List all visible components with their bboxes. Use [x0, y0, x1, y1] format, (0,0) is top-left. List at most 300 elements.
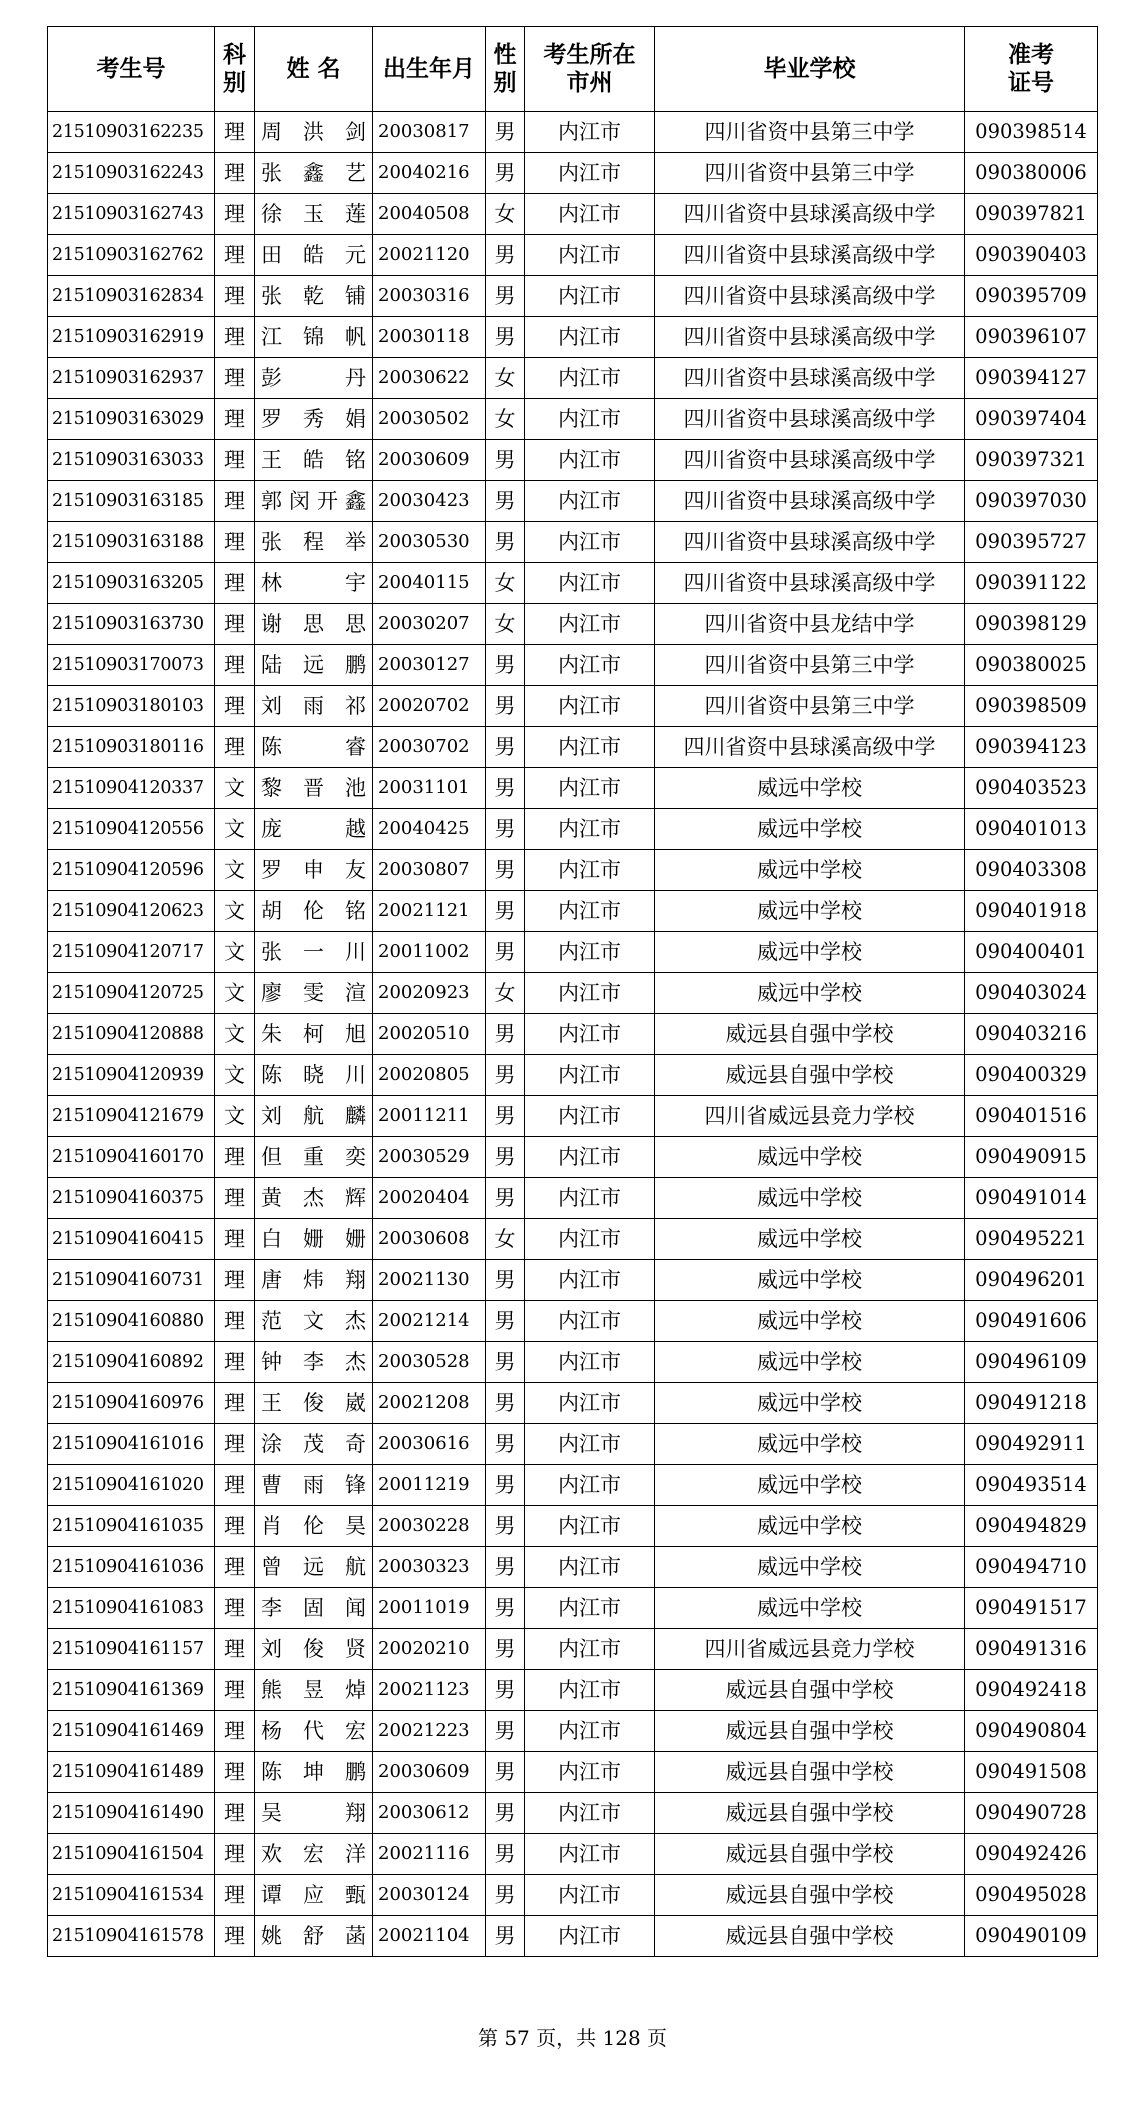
- school-cell: 四川省资中县球溪高级中学: [655, 358, 965, 399]
- city-cell: 内江市: [525, 973, 655, 1014]
- name-cell: [255, 1014, 373, 1055]
- table-row: [48, 1629, 1098, 1670]
- school-cell: 威远中学校: [655, 1383, 965, 1424]
- header-sex: 性别: [486, 27, 525, 112]
- name-cell: [255, 235, 373, 276]
- table-row: [48, 1670, 1098, 1711]
- birth-cell: 20030207: [373, 604, 486, 645]
- name-text: 陈 睿: [261, 735, 366, 759]
- exam-no-cell: 21510904120596: [48, 850, 215, 891]
- ticket-cell: 090380025: [965, 645, 1098, 686]
- name-cell: [255, 1670, 373, 1711]
- name-text: 曹 雨 锋: [261, 1473, 366, 1497]
- city-cell: 内江市: [525, 522, 655, 563]
- sex-cell: 男: [486, 522, 525, 563]
- sex-cell: 男: [486, 276, 525, 317]
- exam-no-cell: 21510904161083: [48, 1588, 215, 1629]
- ticket-cell: 090496109: [965, 1342, 1098, 1383]
- exam-no-cell: 21510904120888: [48, 1014, 215, 1055]
- table-row: [48, 1178, 1098, 1219]
- name-text: 胡 伦 铭: [261, 899, 366, 923]
- table-row: [48, 604, 1098, 645]
- exam-no-cell: 21510903163185: [48, 481, 215, 522]
- name-text: 曾 远 航: [261, 1555, 366, 1579]
- sex-cell: 男: [486, 727, 525, 768]
- birth-cell: 20030608: [373, 1219, 486, 1260]
- ticket-cell: 090490804: [965, 1711, 1098, 1752]
- name-text: 彭 丹: [261, 366, 366, 390]
- birth-cell: 20011219: [373, 1465, 486, 1506]
- name-cell: [255, 973, 373, 1014]
- exam-no-cell: 21510904161016: [48, 1424, 215, 1465]
- birth-cell: 20011019: [373, 1588, 486, 1629]
- table-row: [48, 891, 1098, 932]
- header-school: 毕业学校: [655, 27, 965, 112]
- city-cell: 内江市: [525, 1629, 655, 1670]
- city-cell: 内江市: [525, 1178, 655, 1219]
- table-row: [48, 1465, 1098, 1506]
- exam-no-cell: 21510904161489: [48, 1752, 215, 1793]
- name-cell: [255, 891, 373, 932]
- table-row: [48, 112, 1098, 153]
- sex-cell: 男: [486, 1260, 525, 1301]
- header-birth: 出生年月: [373, 27, 486, 112]
- sex-cell: 男: [486, 891, 525, 932]
- ticket-cell: 090397030: [965, 481, 1098, 522]
- name-text: 朱 柯 旭: [261, 1022, 366, 1046]
- ticket-cell: 090493514: [965, 1465, 1098, 1506]
- name-cell: [255, 1301, 373, 1342]
- birth-cell: 20020805: [373, 1055, 486, 1096]
- city-cell: 内江市: [525, 112, 655, 153]
- header-ticket: 准考证号: [965, 27, 1098, 112]
- ticket-cell: 090396107: [965, 317, 1098, 358]
- table-row: [48, 317, 1098, 358]
- subject-cell: 文: [215, 1055, 255, 1096]
- name-text: 刘 航 麟: [261, 1104, 366, 1128]
- name-cell: [255, 1219, 373, 1260]
- sex-cell: 男: [486, 1383, 525, 1424]
- city-cell: 内江市: [525, 235, 655, 276]
- name-cell: [255, 1793, 373, 1834]
- school-cell: 四川省资中县球溪高级中学: [655, 522, 965, 563]
- name-text: 张 乾 铺: [261, 284, 366, 308]
- subject-cell: 理: [215, 645, 255, 686]
- table-row: [48, 1424, 1098, 1465]
- subject-cell: 理: [215, 235, 255, 276]
- school-cell: 四川省资中县第三中学: [655, 645, 965, 686]
- exam-no-cell: 21510903163033: [48, 440, 215, 481]
- ticket-cell: 090400329: [965, 1055, 1098, 1096]
- subject-cell: 理: [215, 1342, 255, 1383]
- city-cell: 内江市: [525, 1670, 655, 1711]
- subject-cell: 理: [215, 1752, 255, 1793]
- city-cell: 内江市: [525, 399, 655, 440]
- ticket-cell: 090490728: [965, 1793, 1098, 1834]
- city-cell: 内江市: [525, 1219, 655, 1260]
- subject-cell: 理: [215, 1588, 255, 1629]
- ticket-cell: 090397821: [965, 194, 1098, 235]
- subject-cell: 理: [215, 153, 255, 194]
- name-text: 杨 代 宏: [261, 1719, 366, 1743]
- name-text: 唐 炜 翔: [261, 1268, 366, 1292]
- name-cell: [255, 686, 373, 727]
- table-body: [48, 112, 1098, 1957]
- name-text: 周 洪 剑: [261, 120, 366, 144]
- sex-cell: 男: [486, 1875, 525, 1916]
- name-cell: [255, 1875, 373, 1916]
- city-cell: 内江市: [525, 1342, 655, 1383]
- table-row: [48, 973, 1098, 1014]
- name-cell: [255, 1629, 373, 1670]
- ticket-cell: 090494710: [965, 1547, 1098, 1588]
- school-cell: 威远中学校: [655, 1260, 965, 1301]
- school-cell: 威远中学校: [655, 1342, 965, 1383]
- name-cell: [255, 358, 373, 399]
- city-cell: 内江市: [525, 768, 655, 809]
- ticket-cell: 090398514: [965, 112, 1098, 153]
- city-cell: 内江市: [525, 1137, 655, 1178]
- sex-cell: 女: [486, 399, 525, 440]
- name-cell: [255, 522, 373, 563]
- school-cell: 四川省资中县龙结中学: [655, 604, 965, 645]
- birth-cell: 20020510: [373, 1014, 486, 1055]
- name-cell: [255, 1506, 373, 1547]
- subject-cell: 理: [215, 440, 255, 481]
- birth-cell: 20030612: [373, 1793, 486, 1834]
- name-text: 白 姗 姗: [261, 1227, 366, 1251]
- subject-cell: 文: [215, 1096, 255, 1137]
- sex-cell: 男: [486, 1588, 525, 1629]
- name-cell: [255, 1547, 373, 1588]
- subject-cell: 文: [215, 891, 255, 932]
- table-row: [48, 809, 1098, 850]
- ticket-cell: 090491606: [965, 1301, 1098, 1342]
- city-cell: 内江市: [525, 850, 655, 891]
- birth-cell: 20040508: [373, 194, 486, 235]
- school-cell: 四川省资中县球溪高级中学: [655, 399, 965, 440]
- birth-cell: 20021121: [373, 891, 486, 932]
- subject-cell: 理: [215, 563, 255, 604]
- table-row: [48, 1301, 1098, 1342]
- table-row: [48, 194, 1098, 235]
- city-cell: 内江市: [525, 1752, 655, 1793]
- table-row: [48, 1711, 1098, 1752]
- school-cell: 四川省资中县球溪高级中学: [655, 276, 965, 317]
- school-cell: 威远中学校: [655, 1178, 965, 1219]
- name-text: 谭 应 甄: [261, 1883, 366, 1907]
- name-cell: [255, 809, 373, 850]
- school-cell: 威远县自强中学校: [655, 1711, 965, 1752]
- school-cell: 威远中学校: [655, 1547, 965, 1588]
- birth-cell: 20020702: [373, 686, 486, 727]
- school-cell: 威远中学校: [655, 1588, 965, 1629]
- subject-cell: 理: [215, 1629, 255, 1670]
- birth-cell: 20030609: [373, 1752, 486, 1793]
- city-cell: 内江市: [525, 1588, 655, 1629]
- subject-cell: 理: [215, 317, 255, 358]
- ticket-cell: 090401918: [965, 891, 1098, 932]
- ticket-cell: 090401516: [965, 1096, 1098, 1137]
- name-cell: [255, 1055, 373, 1096]
- birth-cell: 20030423: [373, 481, 486, 522]
- name-cell: [255, 1711, 373, 1752]
- city-cell: 内江市: [525, 1301, 655, 1342]
- sex-cell: 男: [486, 1834, 525, 1875]
- subject-cell: 理: [215, 481, 255, 522]
- sex-cell: 男: [486, 1465, 525, 1506]
- ticket-cell: 090398509: [965, 686, 1098, 727]
- subject-cell: 理: [215, 112, 255, 153]
- table-row: [48, 1793, 1098, 1834]
- name-text: 欢 宏 洋: [261, 1842, 366, 1866]
- school-cell: 威远中学校: [655, 932, 965, 973]
- ticket-cell: 090403523: [965, 768, 1098, 809]
- birth-cell: 20021208: [373, 1383, 486, 1424]
- city-cell: 内江市: [525, 727, 655, 768]
- city-cell: 内江市: [525, 153, 655, 194]
- birth-cell: 20030502: [373, 399, 486, 440]
- city-cell: 内江市: [525, 563, 655, 604]
- table-row: [48, 1260, 1098, 1301]
- ticket-cell: 090492911: [965, 1424, 1098, 1465]
- name-cell: [255, 1342, 373, 1383]
- ticket-cell: 090491014: [965, 1178, 1098, 1219]
- school-cell: 四川省资中县球溪高级中学: [655, 194, 965, 235]
- sex-cell: 女: [486, 1219, 525, 1260]
- city-cell: 内江市: [525, 1506, 655, 1547]
- header-subject: 科别: [215, 27, 255, 112]
- sex-cell: 男: [486, 686, 525, 727]
- school-cell: 四川省资中县第三中学: [655, 686, 965, 727]
- subject-cell: 理: [215, 1670, 255, 1711]
- table-header-row: [48, 27, 1098, 112]
- exam-no-cell: 21510903163188: [48, 522, 215, 563]
- table-row: [48, 1875, 1098, 1916]
- name-text: 范 文 杰: [261, 1309, 366, 1333]
- name-text: 肖 伦 昊: [261, 1514, 366, 1538]
- name-text: 张 程 举: [261, 530, 366, 554]
- school-cell: 威远中学校: [655, 891, 965, 932]
- name-cell: [255, 1588, 373, 1629]
- subject-cell: 理: [215, 1834, 255, 1875]
- subject-cell: 理: [215, 1711, 255, 1752]
- exam-no-cell: 21510904160976: [48, 1383, 215, 1424]
- exam-no-cell: 21510903162743: [48, 194, 215, 235]
- exam-no-cell: 21510903162919: [48, 317, 215, 358]
- name-cell: [255, 727, 373, 768]
- subject-cell: 文: [215, 1014, 255, 1055]
- table-row: [48, 563, 1098, 604]
- sex-cell: 男: [486, 153, 525, 194]
- city-cell: 内江市: [525, 1834, 655, 1875]
- exam-no-cell: 21510904161020: [48, 1465, 215, 1506]
- name-cell: [255, 153, 373, 194]
- ticket-cell: 090491218: [965, 1383, 1098, 1424]
- city-cell: 内江市: [525, 645, 655, 686]
- name-cell: [255, 1916, 373, 1957]
- table-row: [48, 399, 1098, 440]
- sex-cell: 男: [486, 1752, 525, 1793]
- table-row: [48, 768, 1098, 809]
- exam-no-cell: 21510903162235: [48, 112, 215, 153]
- birth-cell: 20021214: [373, 1301, 486, 1342]
- school-cell: 威远中学校: [655, 1219, 965, 1260]
- name-text: 张 鑫 艺: [261, 161, 366, 185]
- name-cell: [255, 1178, 373, 1219]
- ticket-cell: 090403216: [965, 1014, 1098, 1055]
- subject-cell: 理: [215, 1219, 255, 1260]
- header-city: 考生所在市州: [525, 27, 655, 112]
- birth-cell: 20030817: [373, 112, 486, 153]
- name-cell: [255, 399, 373, 440]
- subject-cell: 理: [215, 1875, 255, 1916]
- city-cell: 内江市: [525, 1711, 655, 1752]
- subject-cell: 理: [215, 727, 255, 768]
- birth-cell: 20030616: [373, 1424, 486, 1465]
- exam-no-cell: 21510904161469: [48, 1711, 215, 1752]
- table-row: [48, 686, 1098, 727]
- city-cell: 内江市: [525, 1424, 655, 1465]
- name-cell: [255, 481, 373, 522]
- name-text: 姚 舒 菡: [261, 1924, 366, 1948]
- table-row: [48, 1383, 1098, 1424]
- ticket-cell: 090394127: [965, 358, 1098, 399]
- sex-cell: 男: [486, 440, 525, 481]
- birth-cell: 20030528: [373, 1342, 486, 1383]
- exam-no-cell: 21510904161369: [48, 1670, 215, 1711]
- subject-cell: 理: [215, 399, 255, 440]
- exam-no-cell: 21510903162762: [48, 235, 215, 276]
- exam-no-cell: 21510904161036: [48, 1547, 215, 1588]
- table-row: [48, 1588, 1098, 1629]
- birth-cell: 20011211: [373, 1096, 486, 1137]
- name-text: 但 重 奕: [261, 1145, 366, 1169]
- city-cell: 内江市: [525, 604, 655, 645]
- name-text: 涂 茂 奇: [261, 1432, 366, 1456]
- birth-cell: 20020404: [373, 1178, 486, 1219]
- city-cell: 内江市: [525, 276, 655, 317]
- exam-no-cell: 21510904120337: [48, 768, 215, 809]
- school-cell: 威远中学校: [655, 1424, 965, 1465]
- name-text: 林 宇: [261, 571, 366, 595]
- name-cell: [255, 604, 373, 645]
- subject-cell: 文: [215, 809, 255, 850]
- exam-no-cell: 21510903180103: [48, 686, 215, 727]
- table-row: [48, 481, 1098, 522]
- ticket-cell: 090491316: [965, 1629, 1098, 1670]
- sex-cell: 男: [486, 1424, 525, 1465]
- exam-no-cell: 21510903163205: [48, 563, 215, 604]
- name-text: 陈 晓 川: [261, 1063, 366, 1087]
- table-row: [48, 727, 1098, 768]
- ticket-cell: 090394123: [965, 727, 1098, 768]
- city-cell: 内江市: [525, 1547, 655, 1588]
- table-row: [48, 440, 1098, 481]
- sex-cell: 男: [486, 481, 525, 522]
- school-cell: 威远中学校: [655, 1301, 965, 1342]
- birth-cell: 20040216: [373, 153, 486, 194]
- city-cell: 内江市: [525, 481, 655, 522]
- table-row: [48, 1014, 1098, 1055]
- name-text: 钟 李 杰: [261, 1350, 366, 1374]
- exam-no-cell: 21510904120725: [48, 973, 215, 1014]
- exam-no-cell: 21510904160892: [48, 1342, 215, 1383]
- sex-cell: 男: [486, 645, 525, 686]
- name-text: 谢 思 思: [261, 612, 366, 636]
- name-text: 黄 杰 辉: [261, 1186, 366, 1210]
- school-cell: 威远县自强中学校: [655, 1875, 965, 1916]
- city-cell: 内江市: [525, 317, 655, 358]
- exam-no-cell: 21510904121679: [48, 1096, 215, 1137]
- sex-cell: 男: [486, 1342, 525, 1383]
- subject-cell: 文: [215, 932, 255, 973]
- birth-cell: 20030316: [373, 276, 486, 317]
- sex-cell: 男: [486, 1096, 525, 1137]
- school-cell: 威远县自强中学校: [655, 1752, 965, 1793]
- name-text: 罗 秀 娟: [261, 407, 366, 431]
- sex-cell: 男: [486, 317, 525, 358]
- table-row: [48, 645, 1098, 686]
- sex-cell: 男: [486, 768, 525, 809]
- exam-no-cell: 21510904161504: [48, 1834, 215, 1875]
- birth-cell: 20030622: [373, 358, 486, 399]
- name-cell: [255, 1424, 373, 1465]
- table-row: [48, 1506, 1098, 1547]
- ticket-cell: 090391122: [965, 563, 1098, 604]
- name-text: 罗 申 友: [261, 858, 366, 882]
- name-text: 熊 昱 焯: [261, 1678, 366, 1702]
- subject-cell: 理: [215, 686, 255, 727]
- table-row: [48, 1752, 1098, 1793]
- name-text: 黎 晋 池: [261, 776, 366, 800]
- school-cell: 威远中学校: [655, 973, 965, 1014]
- exam-no-cell: 21510903180116: [48, 727, 215, 768]
- ticket-cell: 090492426: [965, 1834, 1098, 1875]
- ticket-cell: 090397321: [965, 440, 1098, 481]
- subject-cell: 理: [215, 194, 255, 235]
- birth-cell: 20030609: [373, 440, 486, 481]
- subject-cell: 理: [215, 358, 255, 399]
- table-row: [48, 235, 1098, 276]
- name-cell: [255, 1096, 373, 1137]
- city-cell: 内江市: [525, 1014, 655, 1055]
- sex-cell: 女: [486, 973, 525, 1014]
- ticket-cell: 090403308: [965, 850, 1098, 891]
- name-cell: [255, 194, 373, 235]
- name-text: 吴 翔: [261, 1801, 366, 1825]
- sex-cell: 男: [486, 1547, 525, 1588]
- school-cell: 四川省资中县球溪高级中学: [655, 235, 965, 276]
- subject-cell: 理: [215, 1793, 255, 1834]
- school-cell: 四川省威远县竞力学校: [655, 1096, 965, 1137]
- sex-cell: 男: [486, 850, 525, 891]
- birth-cell: 20020210: [373, 1629, 486, 1670]
- sex-cell: 女: [486, 358, 525, 399]
- exam-no-cell: 21510903170073: [48, 645, 215, 686]
- sex-cell: 男: [486, 809, 525, 850]
- table-row: [48, 1137, 1098, 1178]
- name-text: 徐 玉 莲: [261, 202, 366, 226]
- subject-cell: 理: [215, 1260, 255, 1301]
- name-text: 张 一 川: [261, 940, 366, 964]
- school-cell: 威远县自强中学校: [655, 1793, 965, 1834]
- table-row: [48, 1916, 1098, 1957]
- ticket-cell: 090492418: [965, 1670, 1098, 1711]
- birth-cell: 20021223: [373, 1711, 486, 1752]
- birth-cell: 20011002: [373, 932, 486, 973]
- exam-no-cell: 21510904161578: [48, 1916, 215, 1957]
